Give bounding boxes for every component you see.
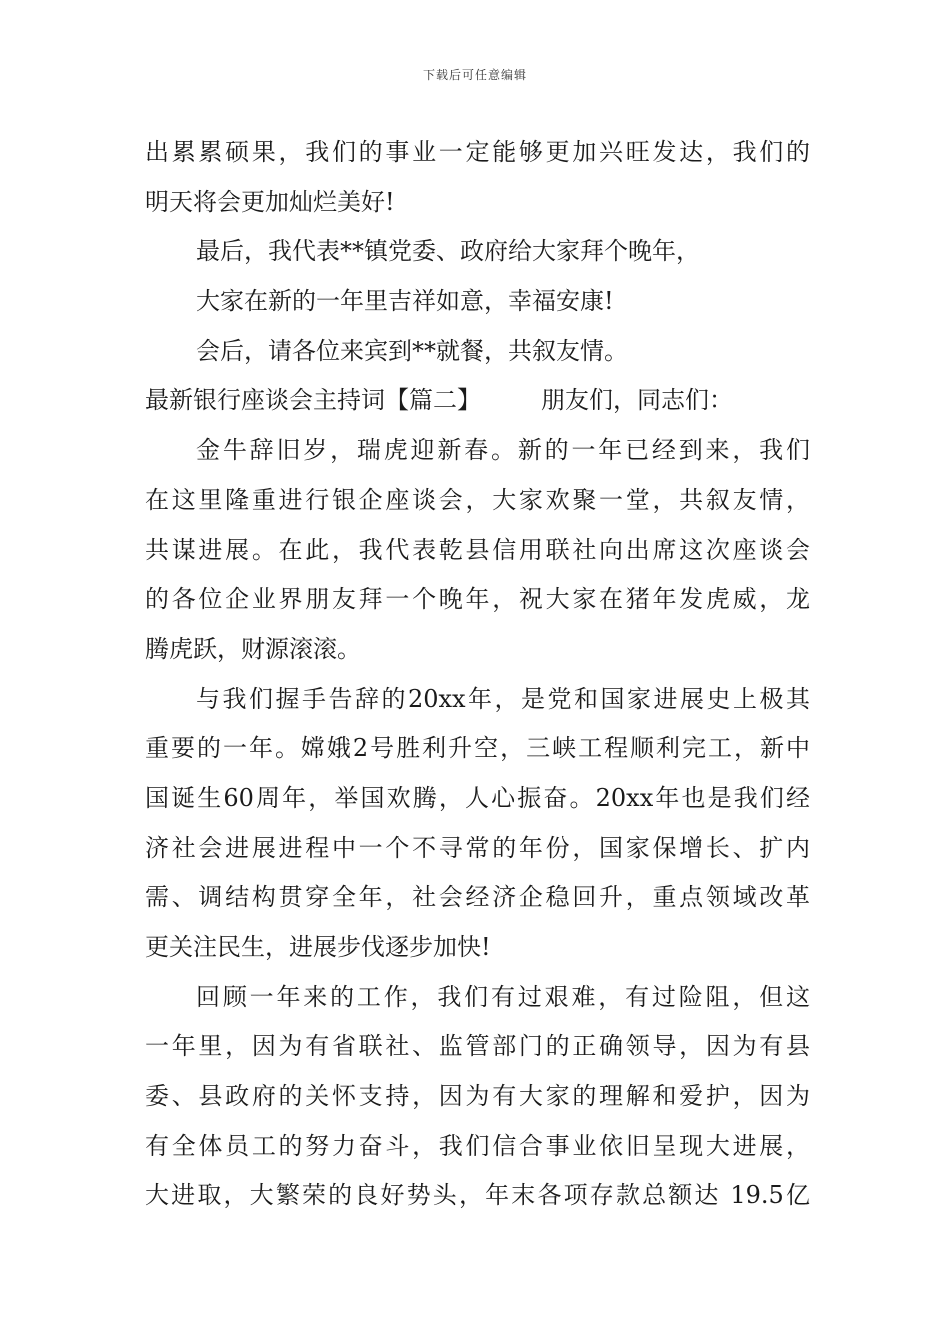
paragraph-line: 大进取，大繁荣的良好势头，年末各项存款总额达 19.5亿 xyxy=(145,1181,810,1210)
section-title: 最新银行座谈会主持词【篇二】 xyxy=(145,386,481,415)
section-heading xyxy=(145,376,810,426)
paragraph-line: 委、县政府的关怀支持，因为有大家的理解和爱护，因为 xyxy=(145,1082,810,1111)
paragraph-line: 大家在新的一年里吉祥如意，幸福安康! xyxy=(196,287,614,316)
paragraph-line: 需、调结构贯穿全年，社会经济企稳回升，重点领域改革 xyxy=(145,883,810,912)
paragraph-line: 出累累硕果，我们的事业一定能够更加兴旺发达，我们的 xyxy=(145,138,810,166)
paragraph-line: 国诞生60周年，举国欢腾，人心振奋。20xx年也是我们经 xyxy=(145,783,810,812)
paragraph-line: 济社会进展进程中一个不寻常的年份，国家保增长、扩内 xyxy=(145,833,810,862)
document-body xyxy=(145,128,810,1221)
paragraph-line: 的各位企业界朋友拜一个晚年，祝大家在猪年发虎威，龙 xyxy=(145,585,810,614)
paragraph-line: 在这里隆重进行银企座谈会，大家欢聚一堂，共叙友情， xyxy=(145,485,810,514)
paragraph-line: 最后，我代表**镇党委、政府给大家拜个晚年， xyxy=(196,237,700,266)
paragraph-line: 明天将会更加灿烂美好! xyxy=(145,187,395,216)
section-greeting: 朋友们，同志们： xyxy=(541,386,733,415)
paragraph-line: 与我们握手告辞的20xx年，是党和国家进展史上极其 xyxy=(196,684,810,713)
paragraph-line: 回顾一年来的工作，我们有过艰难，有过险阻，但这 xyxy=(196,982,810,1011)
paragraph-line: 更关注民生，进展步伐逐步加快! xyxy=(145,933,491,961)
paragraph-line: 金牛辞旧岁，瑞虎迎新春。新的一年已经到来，我们 xyxy=(196,436,810,465)
paragraph-line: 共谋进展。在此，我代表乾县信用联社向出席这次座谈会 xyxy=(145,535,810,564)
paragraph-line: 一年里，因为有省联社、监管部门的正确领导，因为有县 xyxy=(145,1032,810,1061)
paragraph-line: 会后，请各位来宾到**就餐，共叙友情。 xyxy=(196,336,628,365)
paragraph-line: 腾虎跃，财源滚滚。 xyxy=(145,634,361,663)
paragraph-line: 重要的一年。嫦娥2号胜利升空，三峡工程顺利完工，新中 xyxy=(145,734,810,763)
page-header: 下载后可任意编辑 xyxy=(422,68,527,82)
paragraph-line: 有全体员工的努力奋斗，我们信合事业依旧呈现大进展， xyxy=(145,1131,810,1160)
